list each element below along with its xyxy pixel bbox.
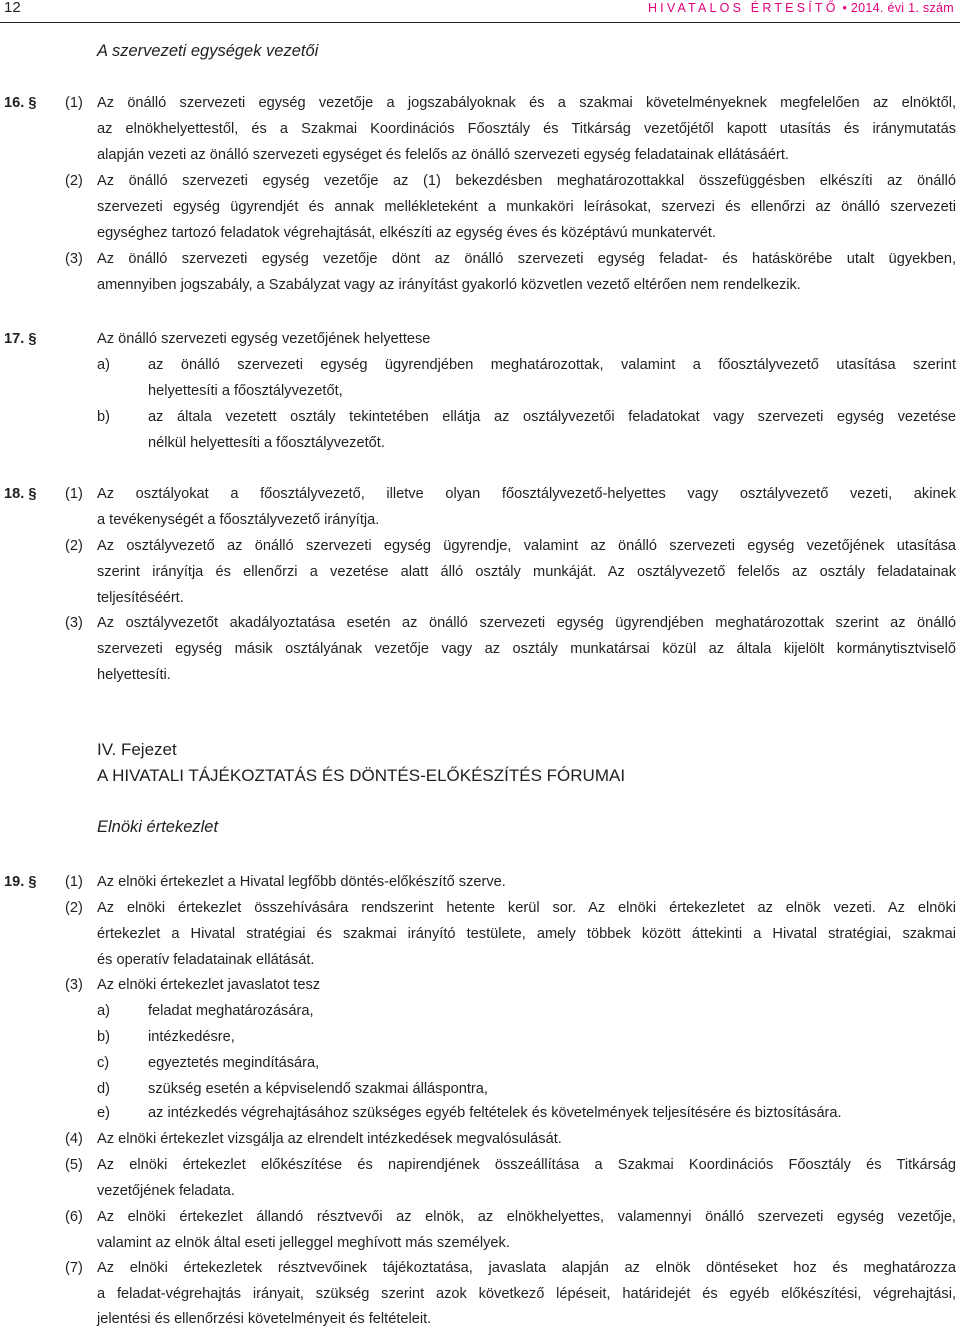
chapter-number: IV. Fejezet [97, 740, 177, 759]
p19-7-line3: jelentési és ellenőrzési követelményeit és feltételeit. [97, 1311, 432, 1327]
journal-title: HIVATALOS ÉRTESÍTŐ [647, 1, 839, 15]
p19-2-line3: és operatív feladatainak ellátását. [97, 952, 315, 968]
running-header [648, 1, 954, 15]
p18-2-line2: szerint irányítja és ellenőrzi a vezetése alatt álló osztály munkáját. Az osztályvezető felelős az osztály feladatainak [97, 564, 956, 580]
p19-7-line1: Az elnöki értekezletek résztvevőinek tájékoztatása, javaslata alapján az elnök döntéseket hoz és meghatározza [97, 1260, 956, 1276]
p19-3-c-letter: c) [97, 1055, 110, 1071]
p16-3-line1: Az önálló szervezeti egység vezetője dönt az önálló szervezeti egység feladat- és hatáskörébe utalt ügyekben, [97, 251, 956, 267]
p16-3-number: (3) [65, 251, 83, 267]
p18-2-line1: Az osztályvezető az önálló szervezeti egység ügyrendje, valamint az önálló szervezeti egység vezetőjének utasítása [97, 538, 956, 554]
p16-2-line2: szervezeti egység ügyrendjét és annak mellékleteként a munkaköri leírásokat, szervezi és ellenőrzi az önálló szervezeti [97, 199, 956, 215]
p18-3-line1: Az osztályvezetőt akadályoztatása esetén az önálló szervezeti egység ügyrendjében meghatározottak szerint az önálló [97, 615, 956, 631]
p16-1-number: (1) [65, 95, 83, 111]
p19-6-line1: Az elnöki értekezlet állandó résztvevői az elnök, az elnökhelyettes, valamennyi önálló szervezeti egység vezetője, [97, 1209, 956, 1225]
p16-2-line1: Az önálló szervezeti egység vezetője az (1) bekezdésben meghatározottakkal összefüggésben elkészíti az önálló [97, 173, 956, 189]
p16-3-line2: amennyiben jogszabály, a Szabályzat vagy az irányítást gyakorló közvetlen vezető eltérően nem rendelkezik. [97, 277, 801, 293]
paragraph-19-label: 19. § [4, 874, 37, 890]
p19-1-line1: Az elnöki értekezlet a Hivatal legfőbb döntés-előkészítő szerve. [97, 874, 506, 890]
p18-3-line2: szervezeti egység másik osztályának vezetője vagy az osztály munkatársai közül az általa kijelölt kormánytisztviselő [97, 641, 956, 657]
p19-3-b-letter: b) [97, 1029, 110, 1045]
p16-1-line1: Az önálló szervezeti egység vezetője a jogszabályoknak és a szakmai követelményeknek megfelelően az elnöktől, [97, 95, 956, 111]
p19-4-line1: Az elnöki értekezlet vizsgálja az elrendelt intézkedések megvalósulását. [97, 1131, 562, 1147]
p18-2-line3: teljesítéséért. [97, 590, 184, 606]
paragraph-18-label: 18. § [4, 486, 37, 502]
section-heading: A szervezeti egységek vezetői [97, 42, 319, 60]
p19-7-number: (7) [65, 1260, 83, 1276]
p17-a-line2: helyettesíti a főosztályvezetőt, [148, 383, 343, 399]
p19-5-line2: vezetőjének feladata. [97, 1183, 235, 1199]
p19-3-a-letter: a) [97, 1003, 110, 1019]
p17-intro: Az önálló szervezeti egység vezetőjének helyettese [97, 331, 431, 347]
p19-5-number: (5) [65, 1157, 83, 1173]
p18-1-line2: a tevékenységét a főosztályvezető irányítja. [97, 512, 380, 528]
p18-1-line1: Az osztályokat a főosztályvezető, illetve olyan főosztályvezető-helyettes vagy osztályvezető vezeti, akinek [97, 486, 956, 502]
p17-a-line1: az önálló szervezeti egység ügyrendjében meghatározottak, valamint a főosztályvezető utasítása szerint [148, 357, 956, 373]
p19-2-line1: Az elnöki értekezlet összehívására rendszerint hetente kerül sor. Az elnöki értekezletet az elnök vezeti. Az elnöki [97, 900, 956, 916]
chapter-title: A HIVATALI TÁJÉKOZTATÁS ÉS DÖNTÉS-ELŐKÉSZÍTÉS FÓRUMAI [97, 766, 626, 785]
p19-4-number: (4) [65, 1131, 83, 1147]
p19-7-line2: a feladat-végrehajtás irányait, szükség szerint azok következő lépéseit, határidejét és egyéb előkészítési, végrehajtási, [97, 1286, 956, 1302]
p18-2-number: (2) [65, 538, 83, 554]
p19-3-e-letter: e) [97, 1105, 110, 1121]
p17-b-letter: b) [97, 409, 110, 425]
paragraph-17-label: 17. § [4, 331, 37, 347]
p19-3-d-text: szükség esetén a képviselendő szakmai álláspontra, [148, 1081, 488, 1097]
header-rule [0, 22, 960, 23]
p16-2-number: (2) [65, 173, 83, 189]
p19-2-line2: értekezlet a Hivatal stratégiai és szakmai irányító testülete, amely többek között áttekinti a Hivatal stratégiai, szakmai [97, 926, 956, 942]
subheading: Elnöki értekezlet [97, 818, 219, 836]
p16-2-line3: egységhez tartozó feladatok végrehajtását, elkészíti az egység éves és középtávú munkatervét. [97, 225, 716, 241]
p19-3-d-letter: d) [97, 1081, 110, 1097]
paragraph-16-label: 16. § [4, 95, 37, 111]
p19-3-e-text: az intézkedés végrehajtásához szükséges egyéb feltételek és követelmények teljesítésére és biztosítására. [148, 1105, 842, 1121]
p19-3-c-text: egyeztetés megindítására, [148, 1055, 320, 1071]
p19-3-b-text: intézkedésre, [148, 1029, 235, 1045]
p19-1-number: (1) [65, 874, 83, 890]
p17-b-line2: nélkül helyettesíti a főosztályvezetőt. [148, 435, 385, 451]
p18-1-number: (1) [65, 486, 83, 502]
page-number: 12 [4, 0, 21, 16]
header-bullet: • [842, 1, 848, 15]
p19-5-line1: Az elnöki értekezlet előkészítése és napirendjének összeállítása a Szakmai Koordinációs Főosztály és Titkárság [97, 1157, 956, 1173]
p16-1-line3: alapján vezeti az önálló szervezeti egységet és felelős az önálló szervezeti egység feladatainak ellátásáért. [97, 147, 789, 163]
p17-b-line1: az általa vezetett osztály tekintetében ellátja az osztályvezetői feladatokat vagy szervezeti egység vezetése [148, 409, 956, 425]
p19-6-line2: valamint az elnök által eseti jelleggel meghívott más személyek. [97, 1235, 510, 1251]
p19-3-line1: Az elnöki értekezlet javaslatot tesz [97, 977, 321, 993]
p19-2-number: (2) [65, 900, 83, 916]
p18-3-number: (3) [65, 615, 83, 631]
p19-3-a-text: feladat meghatározására, [148, 1003, 314, 1019]
p17-a-letter: a) [97, 357, 110, 373]
p19-6-number: (6) [65, 1209, 83, 1225]
p18-3-line3: helyettesíti. [97, 667, 171, 683]
issue-label: 2014. évi 1. szám [850, 1, 954, 15]
p19-3-number: (3) [65, 977, 83, 993]
p16-1-line2: az elnökhelyettestől, és a Szakmai Koordinációs Főosztály és Titkárság vezetőjétől kapott utasítás és iránymutatás [97, 121, 956, 137]
